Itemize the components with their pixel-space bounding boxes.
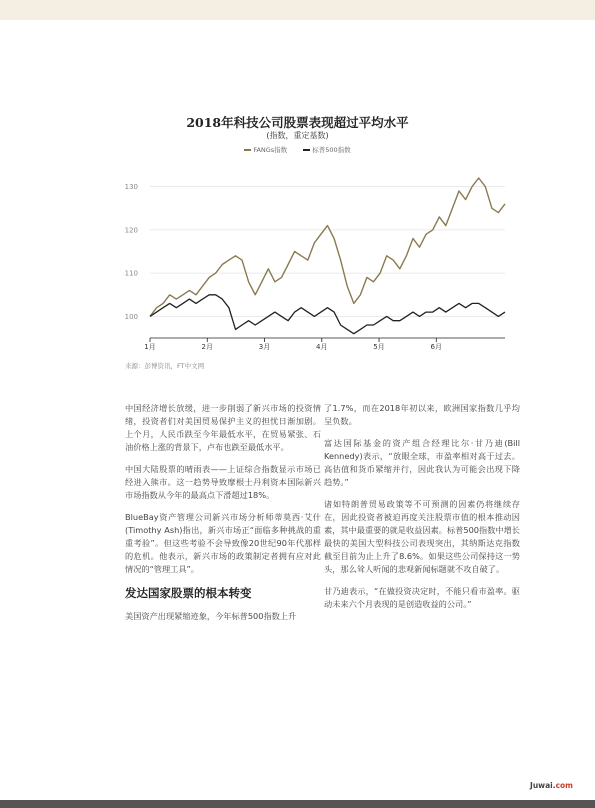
watermark-prefix: Juwai.: [530, 781, 556, 790]
paragraph: 诸如特朗普贸易政策等不可预测的因素仍将继续存在，因此投资者被迫再度关注股票市值的根本推动因素，其中最重要的就是收益因素。标普500指数中增长最快的美国大型科技公司表现突出，其纳斯达克指数截至目前为止上升了8.6%。如果这些公司保持这一势头，那么耸人听闻的悲观新闻标题就不攻自破了。: [324, 499, 520, 574]
x-tick-label: 5月: [373, 343, 385, 351]
section-heading: 发达国家股票的根本转变: [125, 586, 252, 600]
y-tick-label: 110: [124, 269, 138, 278]
x-tick-label: 1月: [144, 343, 156, 351]
series-line-sp500: [150, 295, 505, 334]
paragraph: BlueBay资产管理公司新兴市场分析师蒂莫西·艾什(Timothy Ash)指出，新兴市场正“面临多种挑战的重重考验”。但这些考验不会导致像20世纪90年代那样的危机。他表示，新兴市场的政策制定者拥有应对此情况的“管理工具”。: [125, 512, 321, 574]
paragraph: 中国大陆股票的晴雨表——上证综合指数显示市场已经进入熊市。这一趋势导致摩根士丹利资本国际新兴市场指数从今年的最高点下滑超过18%。: [125, 464, 321, 500]
paragraph: 中国经济增长放缓，进一步削弱了新兴市场的投资情绪，投资者们对美国贸易保护主义的担忧日渐加剧。上个月，人民币跌至今年最低水平，在贸易紧张、石油价格上涨的背景下，卢布也跌至最低水平。: [125, 403, 321, 452]
left-column: [125, 402, 321, 632]
y-tick-label: 100: [124, 312, 138, 321]
x-tick-label: 2月: [201, 343, 213, 351]
source-note: 来源：彭博资讯，FT中文网: [125, 362, 205, 370]
watermark-suffix: com: [555, 781, 573, 790]
right-column: [324, 402, 520, 620]
paragraph: 美国资产出现紧缩迹象，今年标普500指数上升: [125, 611, 297, 621]
y-tick-label: 130: [124, 183, 138, 192]
x-tick-label: 3月: [258, 343, 271, 351]
paragraph: 了1.7%，而在2018年初以来，欧洲国家指数几乎均呈负数。: [324, 403, 520, 426]
bottom-band: [0, 800, 595, 808]
paragraph: 富达国际基金的资产组合经理比尔·甘乃迪(Bill Kennedy)表示，“放眼全球，市盈率相对高于过去。高估值和货币紧缩并行，因此我认为可能会出现下降趋势。”: [324, 438, 520, 487]
watermark-logo: [530, 781, 573, 790]
paragraph: 甘乃迪表示，“在做投资决定时，不能只看市盈率。驱动未来六个月表现的是创造收益的公司。”: [324, 586, 520, 609]
x-tick-label: 4月: [316, 343, 328, 351]
legend-label-sp500: 标普500指数: [312, 146, 351, 154]
x-tick-label: 6月: [430, 343, 443, 351]
chart-subtitle: (指数，重定基数): [266, 131, 329, 140]
chart-title: 2018年科技公司股票表现超过平均水平: [186, 115, 409, 130]
y-tick-label: 120: [124, 226, 138, 235]
series-line-fangs: [150, 178, 505, 316]
legend-label-fangs: FANGs指数: [253, 146, 288, 154]
